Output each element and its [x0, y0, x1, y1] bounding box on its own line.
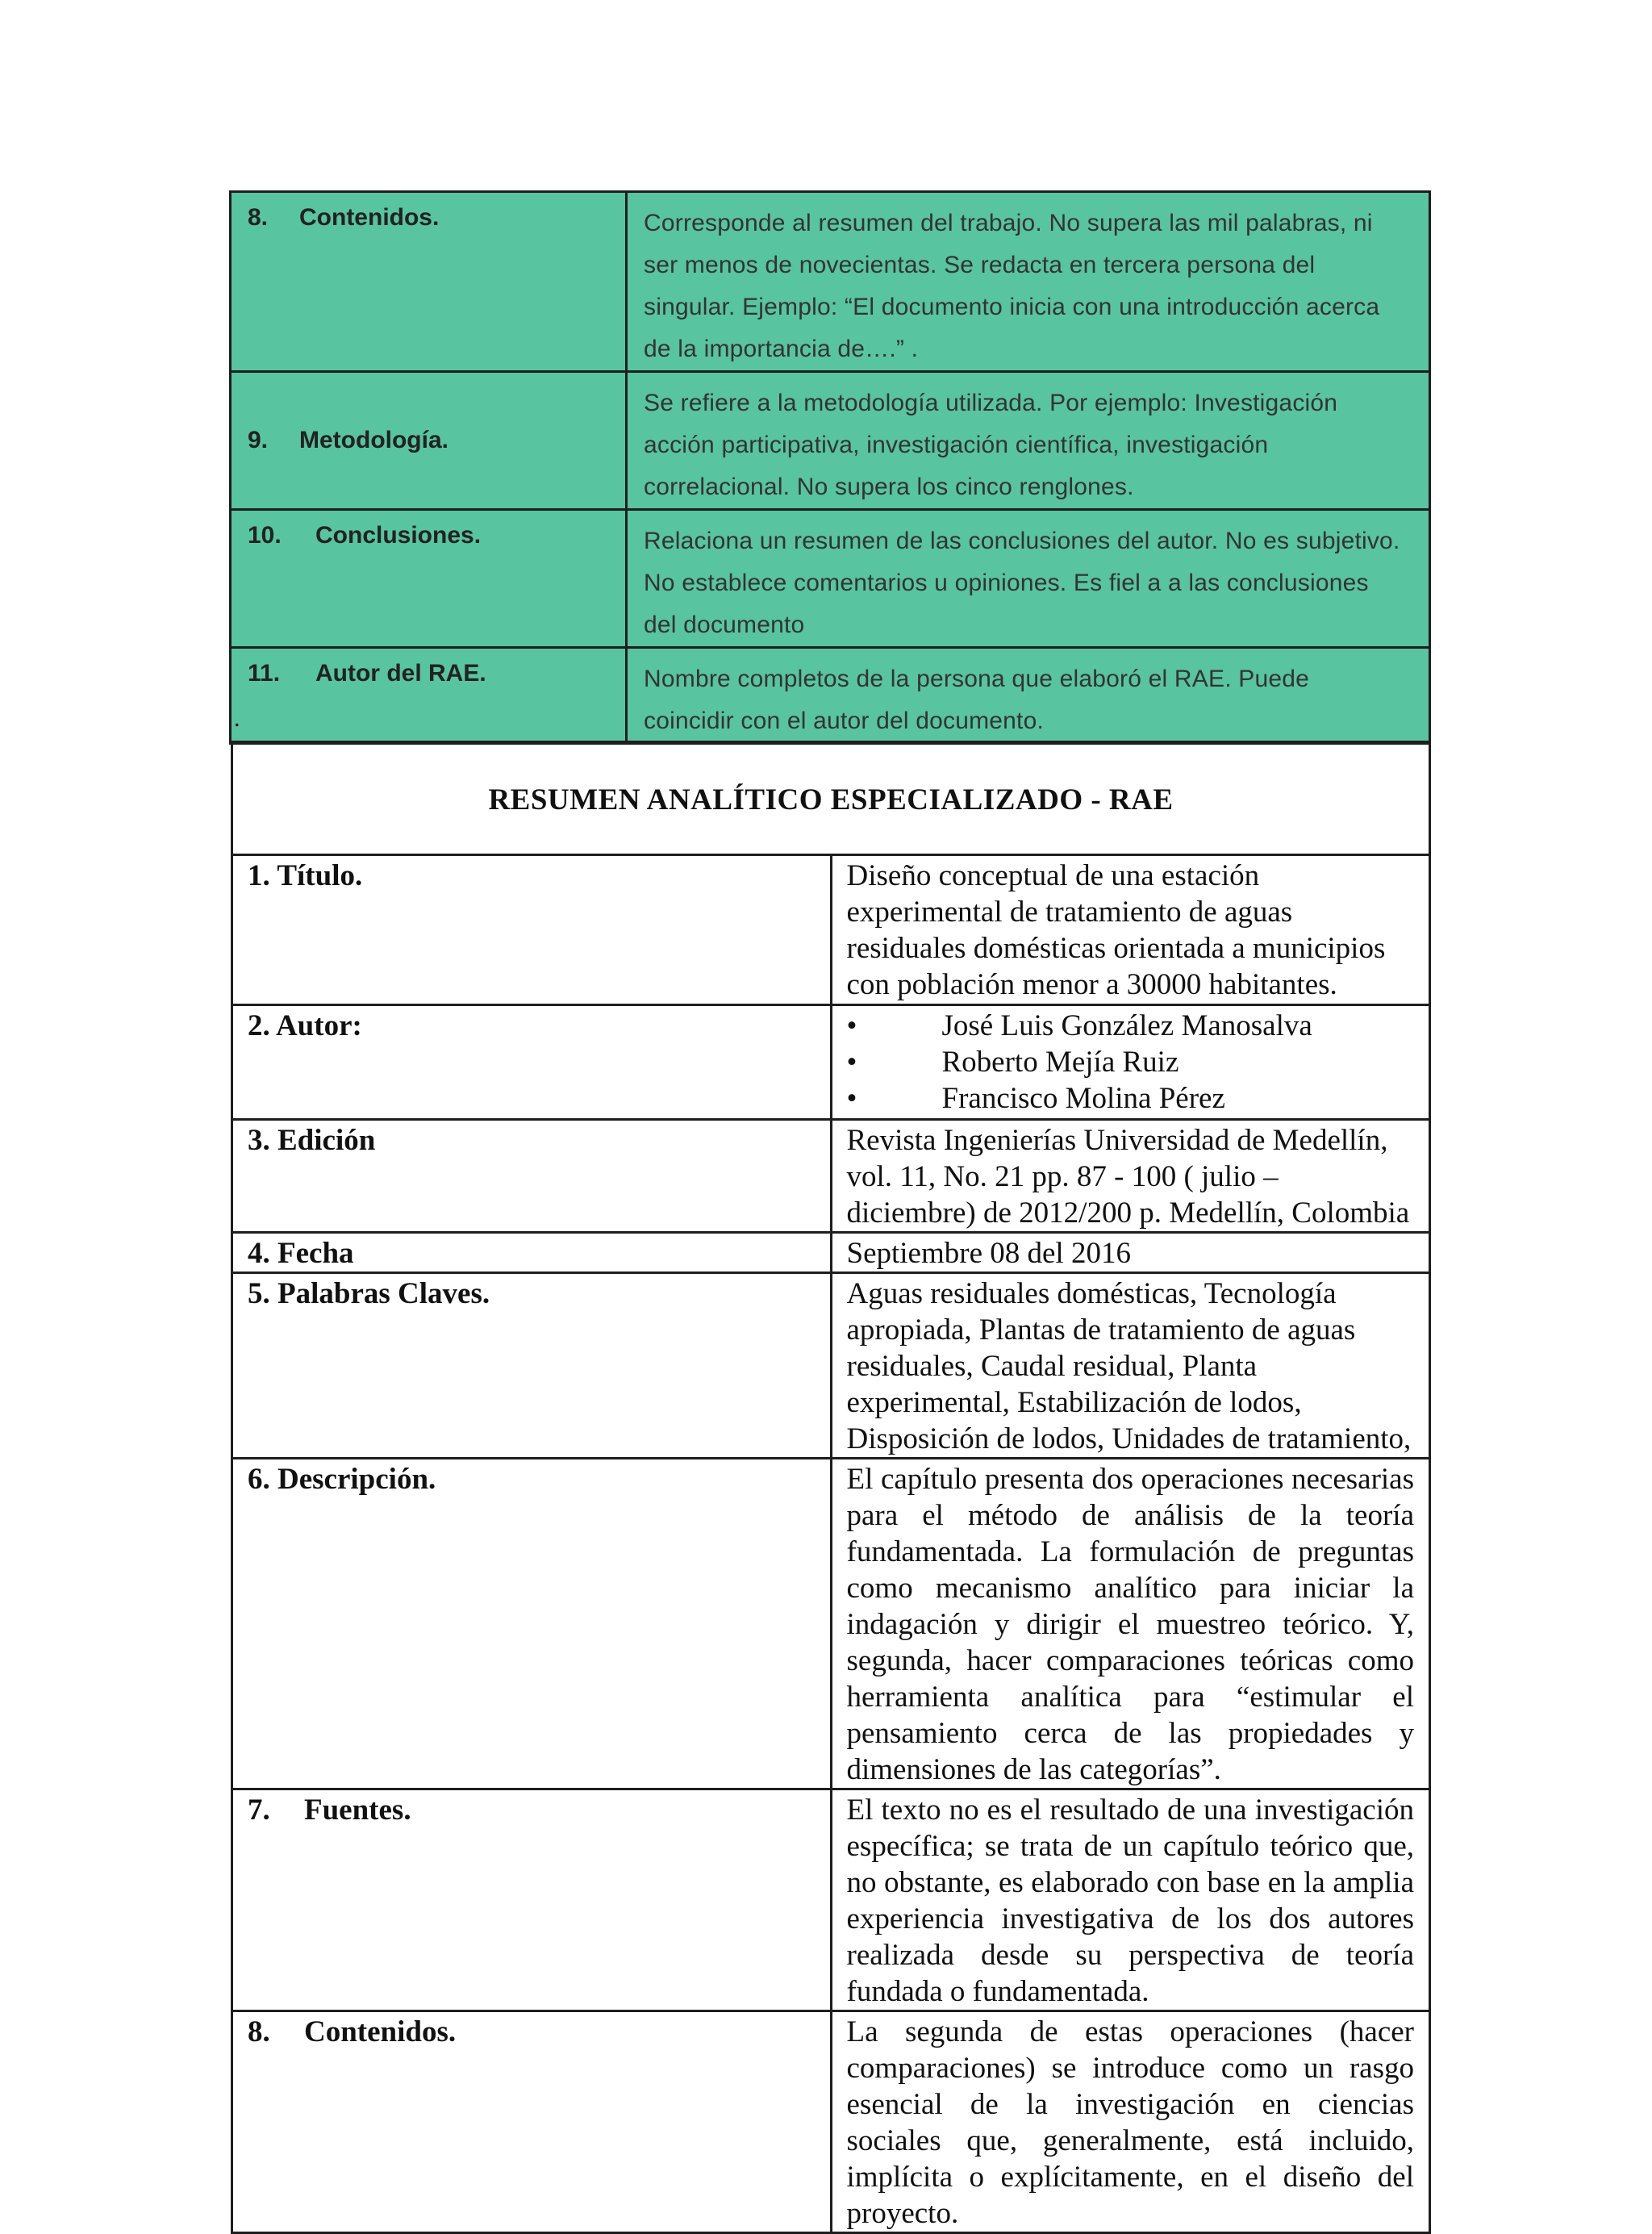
rae-row-contenidos [232, 2011, 1430, 2233]
rae-title-row [232, 742, 1430, 855]
author-list-item [847, 1044, 1415, 1080]
author-name: José Luis González Manosalva [941, 1009, 1312, 1042]
guide-description: Corresponde al resumen del trabajo. No supera las mil palabras, ni ser menos de novecientas. Se redacta en tercera persona del singular. Ejemplo: “El documento inicia con una introducción acerca de la importancia de….” . [627, 192, 1430, 372]
rae-label: 4. Fecha [232, 1233, 832, 1273]
guide-label-cell [231, 510, 627, 648]
rae-label [232, 2011, 832, 2233]
rae-value [831, 1005, 1430, 1120]
rae-label: 3. Edición [232, 1120, 832, 1233]
rae-title: RESUMEN ANALÍTICO ESPECIALIZADO - RAE [232, 742, 1430, 855]
guide-description: Nombre completos de la persona que elaboró el RAE. Puede coincidir con el autor del documento. [627, 648, 1430, 744]
rae-label: 5. Palabras Claves. [232, 1273, 832, 1459]
rae-label: 1. Título. [232, 855, 832, 1005]
rae-value: La segunda de estas operaciones (hacer comparaciones) se introduce como un rasgo esencial de la investigación en ciencias sociales que, generalmente, está incluido, implícita o explícitamente, en el diseño del proyecto. [831, 2011, 1430, 2233]
rae-label [232, 1789, 832, 2011]
rae-value: Aguas residuales domésticas, Tecnología apropiada, Plantas de tratamiento de aguas residuales, Caudal residual, Planta experimental, Estabilización de lodos, Disposición de lodos, Unidades de tratamiento, [831, 1273, 1430, 1459]
rae-row-number: 8. [248, 2015, 270, 2048]
guide-description: Relaciona un resumen de las conclusiones del autor. No es subjetivo. No establece comentarios u opiniones. Es fiel a a las conclusiones del documento [627, 510, 1430, 648]
guide-row-conclusiones [231, 510, 1430, 648]
guide-row-contenidos [231, 192, 1430, 372]
guide-label-cell [231, 648, 627, 744]
guide-row-label: Metodología. [299, 427, 448, 453]
guide-row-metodologia [231, 372, 1430, 510]
author-name: Roberto Mejía Ruiz [941, 1046, 1179, 1079]
guide-row-label: Conclusiones. [315, 522, 482, 549]
rae-row-edicion [232, 1120, 1430, 1233]
guide-description: Se refiere a la metodología utilizada. Por ejemplo: Investigación acción participativa, investigación científica, investigación correlacional. No supera los cinco renglones. [627, 372, 1430, 510]
guide-row-label: Contenidos. [299, 204, 440, 231]
rae-label: 6. Descripción. [232, 1459, 832, 1789]
rae-row-descripcion [232, 1459, 1430, 1789]
rae-value: Septiembre 08 del 2016 [831, 1233, 1430, 1273]
rae-row-palabras [232, 1273, 1430, 1459]
rae-row-titulo [232, 855, 1430, 1005]
rae-label: 2. Autor: [232, 1005, 832, 1120]
author-name: Francisco Molina Pérez [941, 1082, 1225, 1115]
guide-row-autor-rae [231, 648, 1430, 744]
bullet-icon: • [846, 1082, 857, 1115]
author-list-item [847, 1008, 1415, 1044]
guide-row-label: Autor del RAE. [315, 660, 486, 687]
rae-value: El capítulo presenta dos operaciones necesarias para el método de análisis de la teoría fundamentada. La formulación de preguntas como mecanismo analítico para iniciar la indagación y dirigir el muestreo teórico. Y, segunda, hacer comparaciones teóricas como herramienta analítica para “estimular el pensamiento cerca de las propiedades y dimensiones de las categorías”. [831, 1459, 1430, 1789]
rae-table [231, 741, 1431, 2234]
rae-row-fuentes [232, 1789, 1430, 2011]
guide-label-cell [231, 192, 627, 372]
rae-value: Revista Ingenierías Universidad de Medellín, vol. 11, No. 21 pp. 87 - 100 ( julio – diciembre) de 2012/200 p. Medellín, Colombia [831, 1120, 1430, 1233]
rae-value: El texto no es el resultado de una investigación específica; se trata de un capítulo teórico que, no obstante, es elaborado con base en la amplia experiencia investigativa de los dos autores realizada desde su perspectiva de teoría fundada o fundamentada. [831, 1789, 1430, 2011]
author-list-item [847, 1080, 1415, 1117]
bullet-icon: • [846, 1009, 857, 1042]
rae-row-number: 7. [248, 1793, 270, 1827]
guide-label-cell [231, 372, 627, 510]
guide-row-number: 10. [248, 522, 282, 549]
guide-row-number: 8. [248, 204, 269, 231]
rae-label-text: Contenidos. [304, 2015, 457, 2048]
guide-table [229, 190, 1431, 745]
rae-row-fecha [232, 1233, 1430, 1273]
rae-value: Diseño conceptual de una estación experimental de tratamiento de aguas residuales domésticas orientada a municipios con población menor a 30000 habitantes. [831, 855, 1430, 1005]
rae-row-autor [232, 1005, 1430, 1120]
guide-row-number: 9. [248, 427, 269, 453]
bullet-icon: • [846, 1046, 857, 1079]
guide-row-number: 11. [248, 660, 281, 687]
rae-label-text: Fuentes. [304, 1793, 411, 1827]
separator-dot: . [234, 705, 240, 732]
